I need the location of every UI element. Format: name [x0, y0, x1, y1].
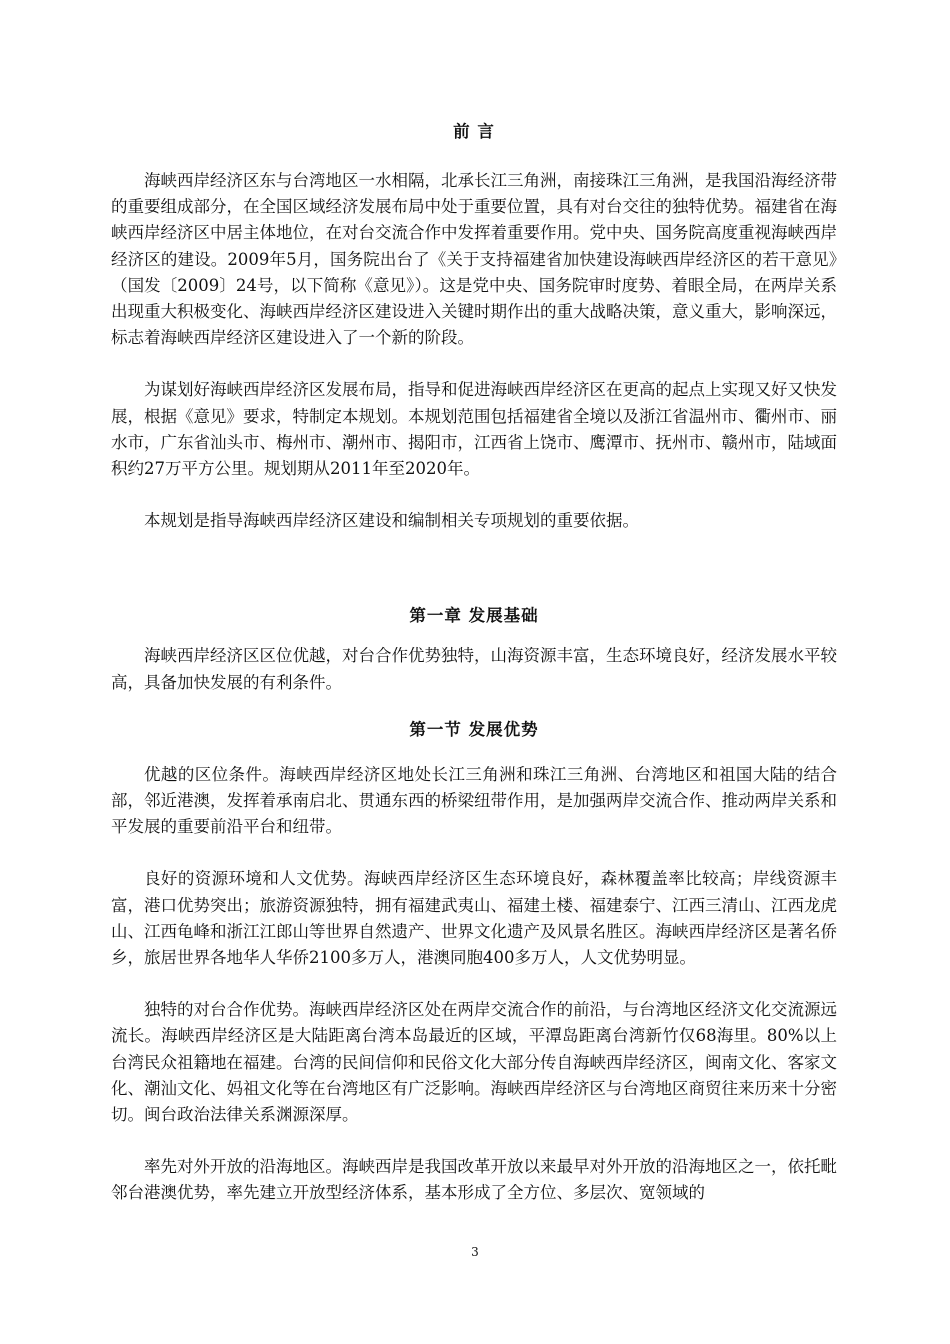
- section-1-title: 第一节 发展优势: [409, 719, 539, 739]
- preface-paragraph-1: 海峡西岸经济区东与台湾地区一水相隔，北承长江三角洲，南接珠江三角洲，是我国沿海经济带的重要组成部分，在全国区域经济发展布局中处于重要位置，具有对台交往的独特优势。福建省在海峡西岸经济区中居主体地位，在对台交流合作中发挥着重要作用。党中央、国务院高度重视海峡西岸经济区的建设。2009年5月，国务院出台了《关于支持福建省加快建设海峡西岸经济区的若干意见》（国发〔2009〕24号，以下简称《意见》）。这是党中央、国务院审时度势、着眼全局，在两岸关系出现重大积极变化、海峡西岸经济区建设进入关键时期作出的重大战略决策，意义重大，影响深远，标志着海峡西岸经济区建设进入了一个新的阶段。: [111, 171, 837, 348]
- page-content: [111, 118, 837, 1207]
- preface-paragraph-2: 为谋划好海峡西岸经济区发展布局，指导和促进海峡西岸经济区在更高的起点上实现又好又快发展，根据《意见》要求，特制定本规划。本规划范围包括福建省全境以及浙江省温州市、衢州市、丽水市，广东省汕头市、梅州市、潮州市、揭阳市，江西省上饶市、鹰潭市、抚州市、赣州市，陆域面积约27万平方公里。规划期从2011年至2020年。: [111, 380, 837, 479]
- preface-paragraph-3: 本规划是指导海峡西岸经济区建设和编制相关专项规划的重要依据。: [144, 511, 639, 531]
- section-1-paragraph-2: 良好的资源环境和人文优势。海峡西岸经济区生态环境良好，森林覆盖率比较高；岸线资源丰富，港口优势突出；旅游资源独特，拥有福建武夷山、福建土楼、福建泰宁、江西三清山、江西龙虎山、江西龟峰和浙江江郎山等世界自然遗产、世界文化遗产及风景名胜区。海峡西岸经济区是著名侨乡，旅居世界各地华人华侨2100多万人，港澳同胞400多万人，人文优势明显。: [111, 869, 837, 968]
- section-1-paragraph-3: 独特的对台合作优势。海峡西岸经济区处在两岸交流合作的前沿，与台湾地区经济文化交流源远流长。海峡西岸经济区是大陆距离台湾本岛最近的区域，平潭岛距离台湾新竹仅68海里。80%以上台湾民众祖籍地在福建。台湾的民间信仰和民俗文化大部分传自海峡西岸经济区，闽南文化、客家文化、潮汕文化、妈祖文化等在台湾地区有广泛影响。海峡西岸经济区与台湾地区商贸往来历来十分密切。闽台政治法律关系渊源深厚。: [111, 1000, 837, 1125]
- chapter-1-intro: 海峡西岸经济区区位优越，对台合作优势独特，山海资源丰富，生态环境良好，经济发展水平较高，具备加快发展的有利条件。: [111, 646, 837, 692]
- section-1-paragraph-4: 率先对外开放的沿海地区。海峡西岸是我国改革开放以来最早对外开放的沿海地区之一，依托毗邻台港澳优势，率先建立开放型经济体系，基本形成了全方位、多层次、宽领域的: [111, 1157, 837, 1203]
- section-1-paragraph-1: 优越的区位条件。海峡西岸经济区地处长江三角洲和珠江三角洲、台湾地区和祖国大陆的结合部，邻近港澳，发挥着承南启北、贯通东西的桥梁纽带作用，是加强两岸交流合作、推动两岸关系和平发展的重要前沿平台和纽带。: [111, 764, 837, 837]
- page-number: 3: [471, 1245, 479, 1259]
- preface-title: 前 言: [453, 122, 495, 141]
- chapter-1-title: 第一章 发展基础: [409, 606, 539, 626]
